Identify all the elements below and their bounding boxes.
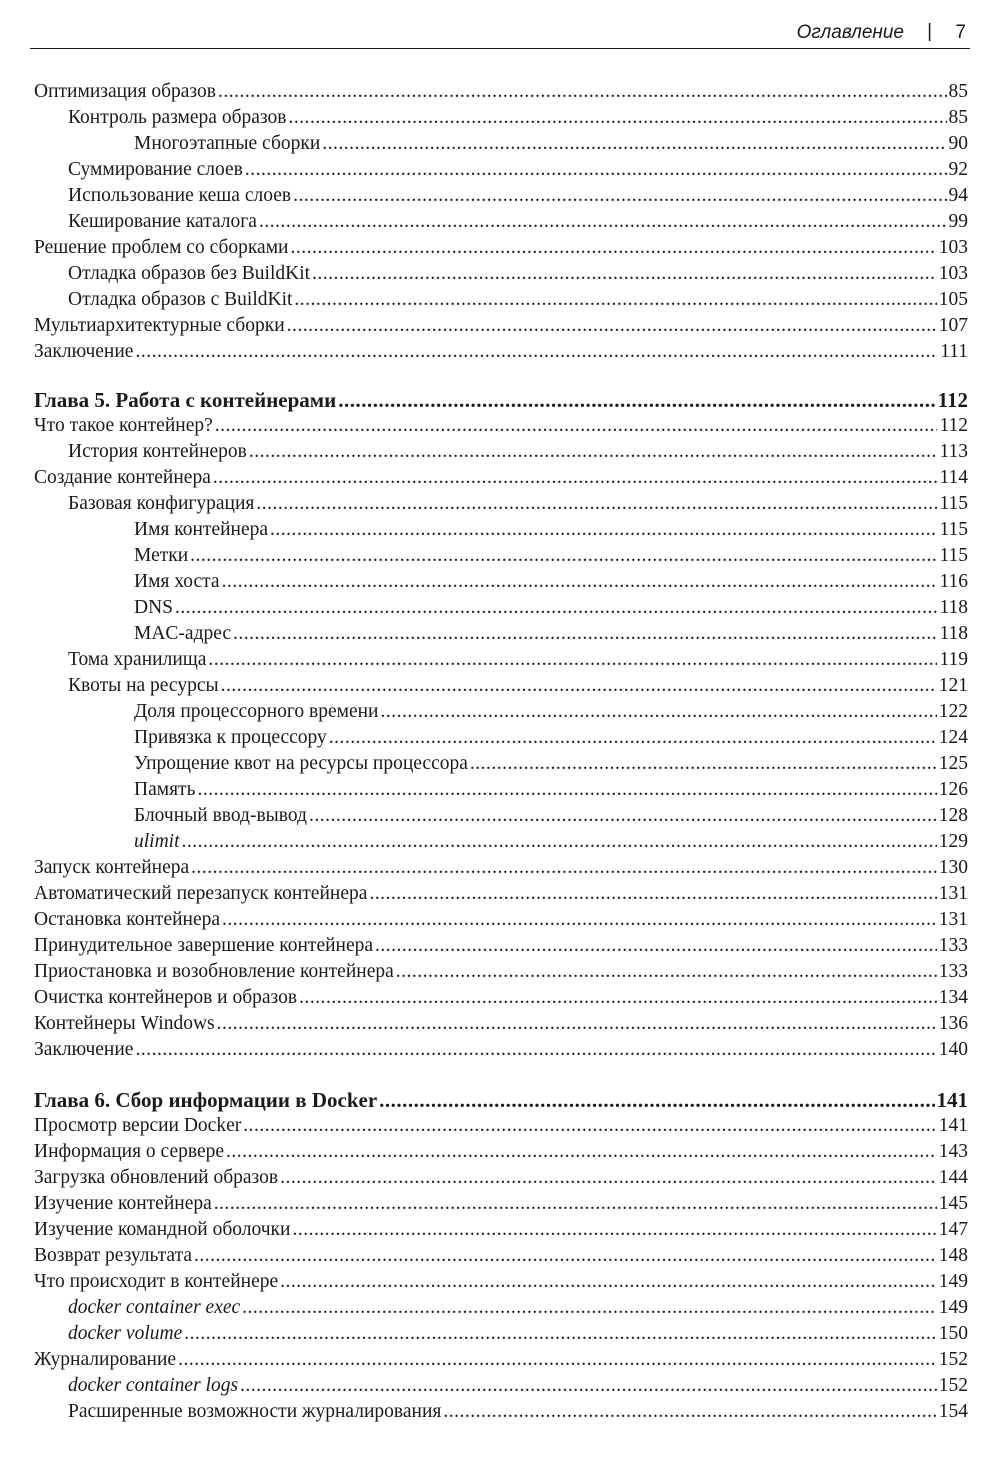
- toc-entry-label: Приостановка и возобновление контейнера: [34, 961, 394, 982]
- toc-entry-label: MAC-адрес: [134, 623, 232, 644]
- toc-entry-label: docker volume: [68, 1323, 183, 1344]
- toc-entry-label: Использование кеша слоев: [68, 185, 292, 206]
- dot-leader: [221, 673, 937, 699]
- dot-leader: [293, 183, 946, 209]
- dot-leader: [240, 1373, 937, 1399]
- toc-entry[interactable]: [34, 1037, 968, 1063]
- dot-leader: [288, 105, 946, 131]
- dot-leader: [242, 1295, 937, 1321]
- toc-entry[interactable]: [34, 1243, 968, 1269]
- dot-leader: [280, 1165, 937, 1191]
- dot-leader: [182, 829, 937, 855]
- dot-leader: [369, 881, 936, 907]
- toc-entry[interactable]: [34, 413, 968, 439]
- toc-entry-page: 90: [948, 133, 968, 154]
- toc-entry-page: 145: [938, 1193, 968, 1214]
- toc-entry-label: Возврат результата: [34, 1245, 192, 1266]
- toc-entry[interactable]: [34, 79, 968, 105]
- toc-entry[interactable]: [34, 1191, 968, 1217]
- dot-leader: [214, 1191, 937, 1217]
- dot-leader: [309, 803, 937, 829]
- toc-entry-page: 150: [938, 1323, 968, 1344]
- toc-entry[interactable]: [34, 339, 968, 365]
- toc-entry-label: Заключение: [34, 341, 134, 362]
- toc-entry[interactable]: [34, 1347, 968, 1373]
- toc-entry-label: Контейнеры Windows: [34, 1013, 215, 1034]
- toc-entry-label: Квоты на ресурсы: [68, 675, 219, 696]
- toc-entry-label: Очистка контейнеров и образов: [34, 987, 298, 1008]
- dot-leader: [197, 777, 936, 803]
- dot-leader: [178, 1347, 937, 1373]
- dot-leader: [222, 569, 938, 595]
- dot-leader: [396, 959, 937, 985]
- dot-leader: [213, 465, 938, 491]
- toc-entry-page: 116: [939, 571, 968, 592]
- toc-entry-label: История контейнеров: [68, 441, 247, 462]
- dot-leader: [287, 313, 937, 339]
- toc-entry-label: Кеширование каталога: [68, 211, 257, 232]
- toc-entry-page: 85: [948, 107, 968, 128]
- toc-entry-page: 119: [939, 649, 968, 670]
- toc-entry[interactable]: [34, 725, 968, 751]
- dot-leader: [270, 517, 937, 543]
- toc-entry[interactable]: [34, 209, 968, 235]
- toc-entry-label: Запуск контейнера: [34, 857, 190, 878]
- toc-entry-label: Что такое контейнер?: [34, 415, 213, 436]
- chapter-page: 141: [936, 1088, 968, 1112]
- toc-entry-page: 118: [939, 597, 968, 618]
- toc-entry-page: 121: [938, 675, 968, 696]
- toc-entry[interactable]: [34, 465, 968, 491]
- dot-leader: [194, 1243, 937, 1269]
- toc-entry-label: Информация о сервере: [34, 1141, 225, 1162]
- toc-entry-page: 115: [939, 519, 968, 540]
- toc-entry-page: 131: [938, 909, 968, 930]
- toc-entry-page: 99: [948, 211, 968, 232]
- toc-entry-page: 128: [938, 805, 968, 826]
- dot-leader: [338, 387, 935, 413]
- toc-entry-page: 105: [938, 289, 968, 310]
- toc-entry[interactable]: [34, 907, 968, 933]
- toc-entry[interactable]: [34, 261, 968, 287]
- dot-leader: [375, 933, 937, 959]
- toc-entry[interactable]: [34, 673, 968, 699]
- dot-leader: [208, 647, 937, 673]
- dot-leader: [280, 1269, 937, 1295]
- toc-entry-page: 94: [948, 185, 968, 206]
- dot-leader: [470, 751, 937, 777]
- dot-leader: [222, 907, 937, 933]
- toc-section-chapter5: [34, 413, 968, 1063]
- toc-entry-label: Контроль размера образов: [68, 107, 287, 128]
- chapter-page: 112: [937, 388, 968, 412]
- toc-entry[interactable]: [34, 569, 968, 595]
- toc-entry-page: 113: [939, 441, 968, 462]
- toc-entry[interactable]: [34, 1269, 968, 1295]
- dot-leader: [299, 985, 937, 1011]
- toc-entry-page: 136: [938, 1013, 968, 1034]
- dot-leader: [291, 235, 937, 261]
- dot-leader: [259, 209, 947, 235]
- dot-leader: [218, 79, 947, 105]
- dot-leader: [135, 339, 938, 365]
- toc-entry-label: Просмотр версии Docker: [34, 1115, 242, 1136]
- toc-entry[interactable]: [34, 881, 968, 907]
- toc-entry-label: Доля процессорного времени: [134, 701, 379, 722]
- toc-entry[interactable]: [34, 131, 968, 157]
- dot-leader: [191, 855, 937, 881]
- toc-section-chapter4-tail: [34, 79, 968, 365]
- chapter-title: Глава 6. Сбор информации в Docker: [34, 1088, 378, 1112]
- toc-entry[interactable]: [34, 1165, 968, 1191]
- toc-entry-label: Остановка контейнера: [34, 909, 221, 930]
- toc-entry-label: Имя контейнера: [134, 519, 269, 540]
- toc-entry[interactable]: [34, 803, 968, 829]
- toc-entry[interactable]: [34, 595, 968, 621]
- dot-leader: [243, 1113, 937, 1139]
- toc-entry-page: 112: [939, 415, 968, 436]
- running-header-separator: |: [927, 21, 932, 42]
- toc-entry-page: 147: [938, 1219, 968, 1240]
- toc-entry-page: 103: [938, 237, 968, 258]
- toc-entry-page: 148: [938, 1245, 968, 1266]
- dot-leader: [249, 439, 938, 465]
- toc-entry-page: 133: [938, 935, 968, 956]
- toc-entry[interactable]: [34, 647, 968, 673]
- toc-entry-page: 131: [938, 883, 968, 904]
- toc-entry-page: 140: [938, 1039, 968, 1060]
- toc-entry-label: Что происходит в контейнере: [34, 1271, 279, 1292]
- toc-entry-page: 141: [938, 1115, 968, 1136]
- dot-leader: [226, 1139, 937, 1165]
- toc-entry-page: 152: [938, 1349, 968, 1370]
- toc-entry[interactable]: [34, 517, 968, 543]
- table-of-contents: [34, 79, 968, 1425]
- toc-entry[interactable]: [34, 183, 968, 209]
- toc-entry-label: Отладка образов с BuildKit: [68, 289, 293, 310]
- toc-entry-label: Отладка образов без BuildKit: [68, 263, 311, 284]
- dot-leader: [292, 1217, 936, 1243]
- toc-entry[interactable]: [34, 1011, 968, 1037]
- toc-entry[interactable]: [34, 1295, 968, 1321]
- toc-entry-label: Расширенные возможности журналирования: [68, 1401, 442, 1422]
- running-header-title: Оглавление: [796, 22, 904, 43]
- toc-entry-label: Журналирование: [34, 1349, 177, 1370]
- toc-entry[interactable]: [34, 287, 968, 313]
- toc-entry-page: 107: [938, 315, 968, 336]
- toc-entry-page: 152: [938, 1375, 968, 1396]
- dot-leader: [135, 1037, 936, 1063]
- toc-entry-page: 149: [938, 1297, 968, 1318]
- toc-entry[interactable]: [34, 157, 968, 183]
- dot-leader: [379, 1087, 934, 1113]
- toc-entry[interactable]: [34, 621, 968, 647]
- toc-entry[interactable]: [34, 313, 968, 339]
- toc-entry-label: Загрузка обновлений образов: [34, 1167, 279, 1188]
- toc-entry[interactable]: [34, 1321, 968, 1347]
- toc-entry-label: Память: [134, 779, 196, 800]
- toc-entry-page: 143: [938, 1141, 968, 1162]
- toc-entry[interactable]: [34, 855, 968, 881]
- toc-entry-label: Базовая конфигурация: [68, 493, 255, 514]
- dot-leader: [233, 621, 937, 647]
- dot-leader: [329, 725, 937, 751]
- toc-entry-page: 130: [938, 857, 968, 878]
- toc-entry-page: 115: [939, 493, 968, 514]
- dot-leader: [217, 1011, 937, 1037]
- toc-entry[interactable]: [34, 699, 968, 725]
- dot-leader: [190, 543, 937, 569]
- toc-entry-page: 85: [948, 81, 968, 102]
- toc-entry-label: Тома хранилища: [68, 649, 207, 670]
- dot-leader: [322, 131, 946, 157]
- toc-entry-page: 92: [948, 159, 968, 180]
- toc-entry[interactable]: [34, 985, 968, 1011]
- toc-entry-label: docker container logs: [68, 1375, 239, 1396]
- dot-leader: [443, 1399, 936, 1425]
- toc-entry-label: Блочный ввод-вывод: [134, 805, 307, 826]
- toc-entry[interactable]: [34, 933, 968, 959]
- toc-entry[interactable]: [34, 1139, 968, 1165]
- toc-entry-page: 125: [938, 753, 968, 774]
- toc-entry-label: Изучение контейнера: [34, 1193, 212, 1214]
- dot-leader: [256, 491, 937, 517]
- toc-entry[interactable]: [34, 751, 968, 777]
- page-number: 7: [955, 22, 966, 43]
- toc-entry[interactable]: [34, 439, 968, 465]
- dot-leader: [294, 287, 936, 313]
- toc-entry[interactable]: [34, 491, 968, 517]
- toc-entry-page: 149: [938, 1271, 968, 1292]
- toc-entry-page: 111: [940, 341, 968, 362]
- toc-entry-page: 103: [938, 263, 968, 284]
- toc-entry[interactable]: [34, 105, 968, 131]
- toc-entry[interactable]: [34, 777, 968, 803]
- toc-entry-label: Мультиархитектурные сборки: [34, 315, 285, 336]
- toc-entry[interactable]: [34, 1373, 968, 1399]
- toc-entry-label: Заключение: [34, 1039, 134, 1060]
- toc-entry-label: docker container exec: [68, 1297, 241, 1318]
- toc-entry-label: Решение проблем со сборками: [34, 237, 289, 258]
- toc-entry-page: 114: [939, 467, 968, 488]
- toc-entry-label: Принудительное завершение контейнера: [34, 935, 374, 956]
- toc-entry-label: Метки: [134, 545, 189, 566]
- toc-entry-label: ulimit: [134, 831, 180, 852]
- toc-entry-label: DNS: [134, 597, 174, 618]
- toc-chapter-6[interactable]: [34, 1087, 968, 1113]
- dot-leader: [245, 157, 947, 183]
- toc-entry-label: Автоматический перезапуск контейнера: [34, 883, 368, 904]
- toc-chapter-5[interactable]: [34, 387, 968, 413]
- chapter-title: Глава 5. Работа с контейнерами: [34, 388, 337, 412]
- toc-entry-page: 129: [938, 831, 968, 852]
- toc-entry-label: Оптимизация образов: [34, 81, 216, 102]
- toc-entry-label: Имя хоста: [134, 571, 220, 592]
- toc-entry-page: 118: [939, 623, 968, 644]
- toc-entry[interactable]: [34, 543, 968, 569]
- toc-entry-page: 124: [938, 727, 968, 748]
- toc-entry-label: Многоэтапные сборки: [134, 133, 321, 154]
- toc-entry-label: Создание контейнера: [34, 467, 211, 488]
- toc-entry-page: 133: [938, 961, 968, 982]
- toc-entry-page: 134: [938, 987, 968, 1008]
- toc-entry-page: 154: [938, 1401, 968, 1422]
- toc-entry-label: Суммирование слоев: [68, 159, 243, 180]
- toc-entry-label: Изучение командной оболочки: [34, 1219, 291, 1240]
- toc-entry-page: 115: [939, 545, 968, 566]
- dot-leader: [175, 595, 937, 621]
- dot-leader: [215, 413, 938, 439]
- toc-entry[interactable]: [34, 959, 968, 985]
- dot-leader: [381, 699, 937, 725]
- dot-leader: [184, 1321, 937, 1347]
- toc-entry-page: 126: [938, 779, 968, 800]
- dot-leader: [312, 261, 937, 287]
- toc-entry[interactable]: [34, 1113, 968, 1139]
- toc-entry-page: 122: [938, 701, 968, 722]
- toc-section-chapter6: [34, 1113, 968, 1425]
- toc-entry[interactable]: [34, 1217, 968, 1243]
- running-header: [30, 22, 970, 49]
- toc-entry-page: 144: [938, 1167, 968, 1188]
- toc-entry[interactable]: [34, 235, 968, 261]
- toc-entry-label: Упрощение квот на ресурсы процессора: [134, 753, 468, 774]
- toc-entry[interactable]: [34, 1399, 968, 1425]
- toc-entry-label: Привязка к процессору: [134, 727, 327, 748]
- toc-entry[interactable]: [34, 829, 968, 855]
